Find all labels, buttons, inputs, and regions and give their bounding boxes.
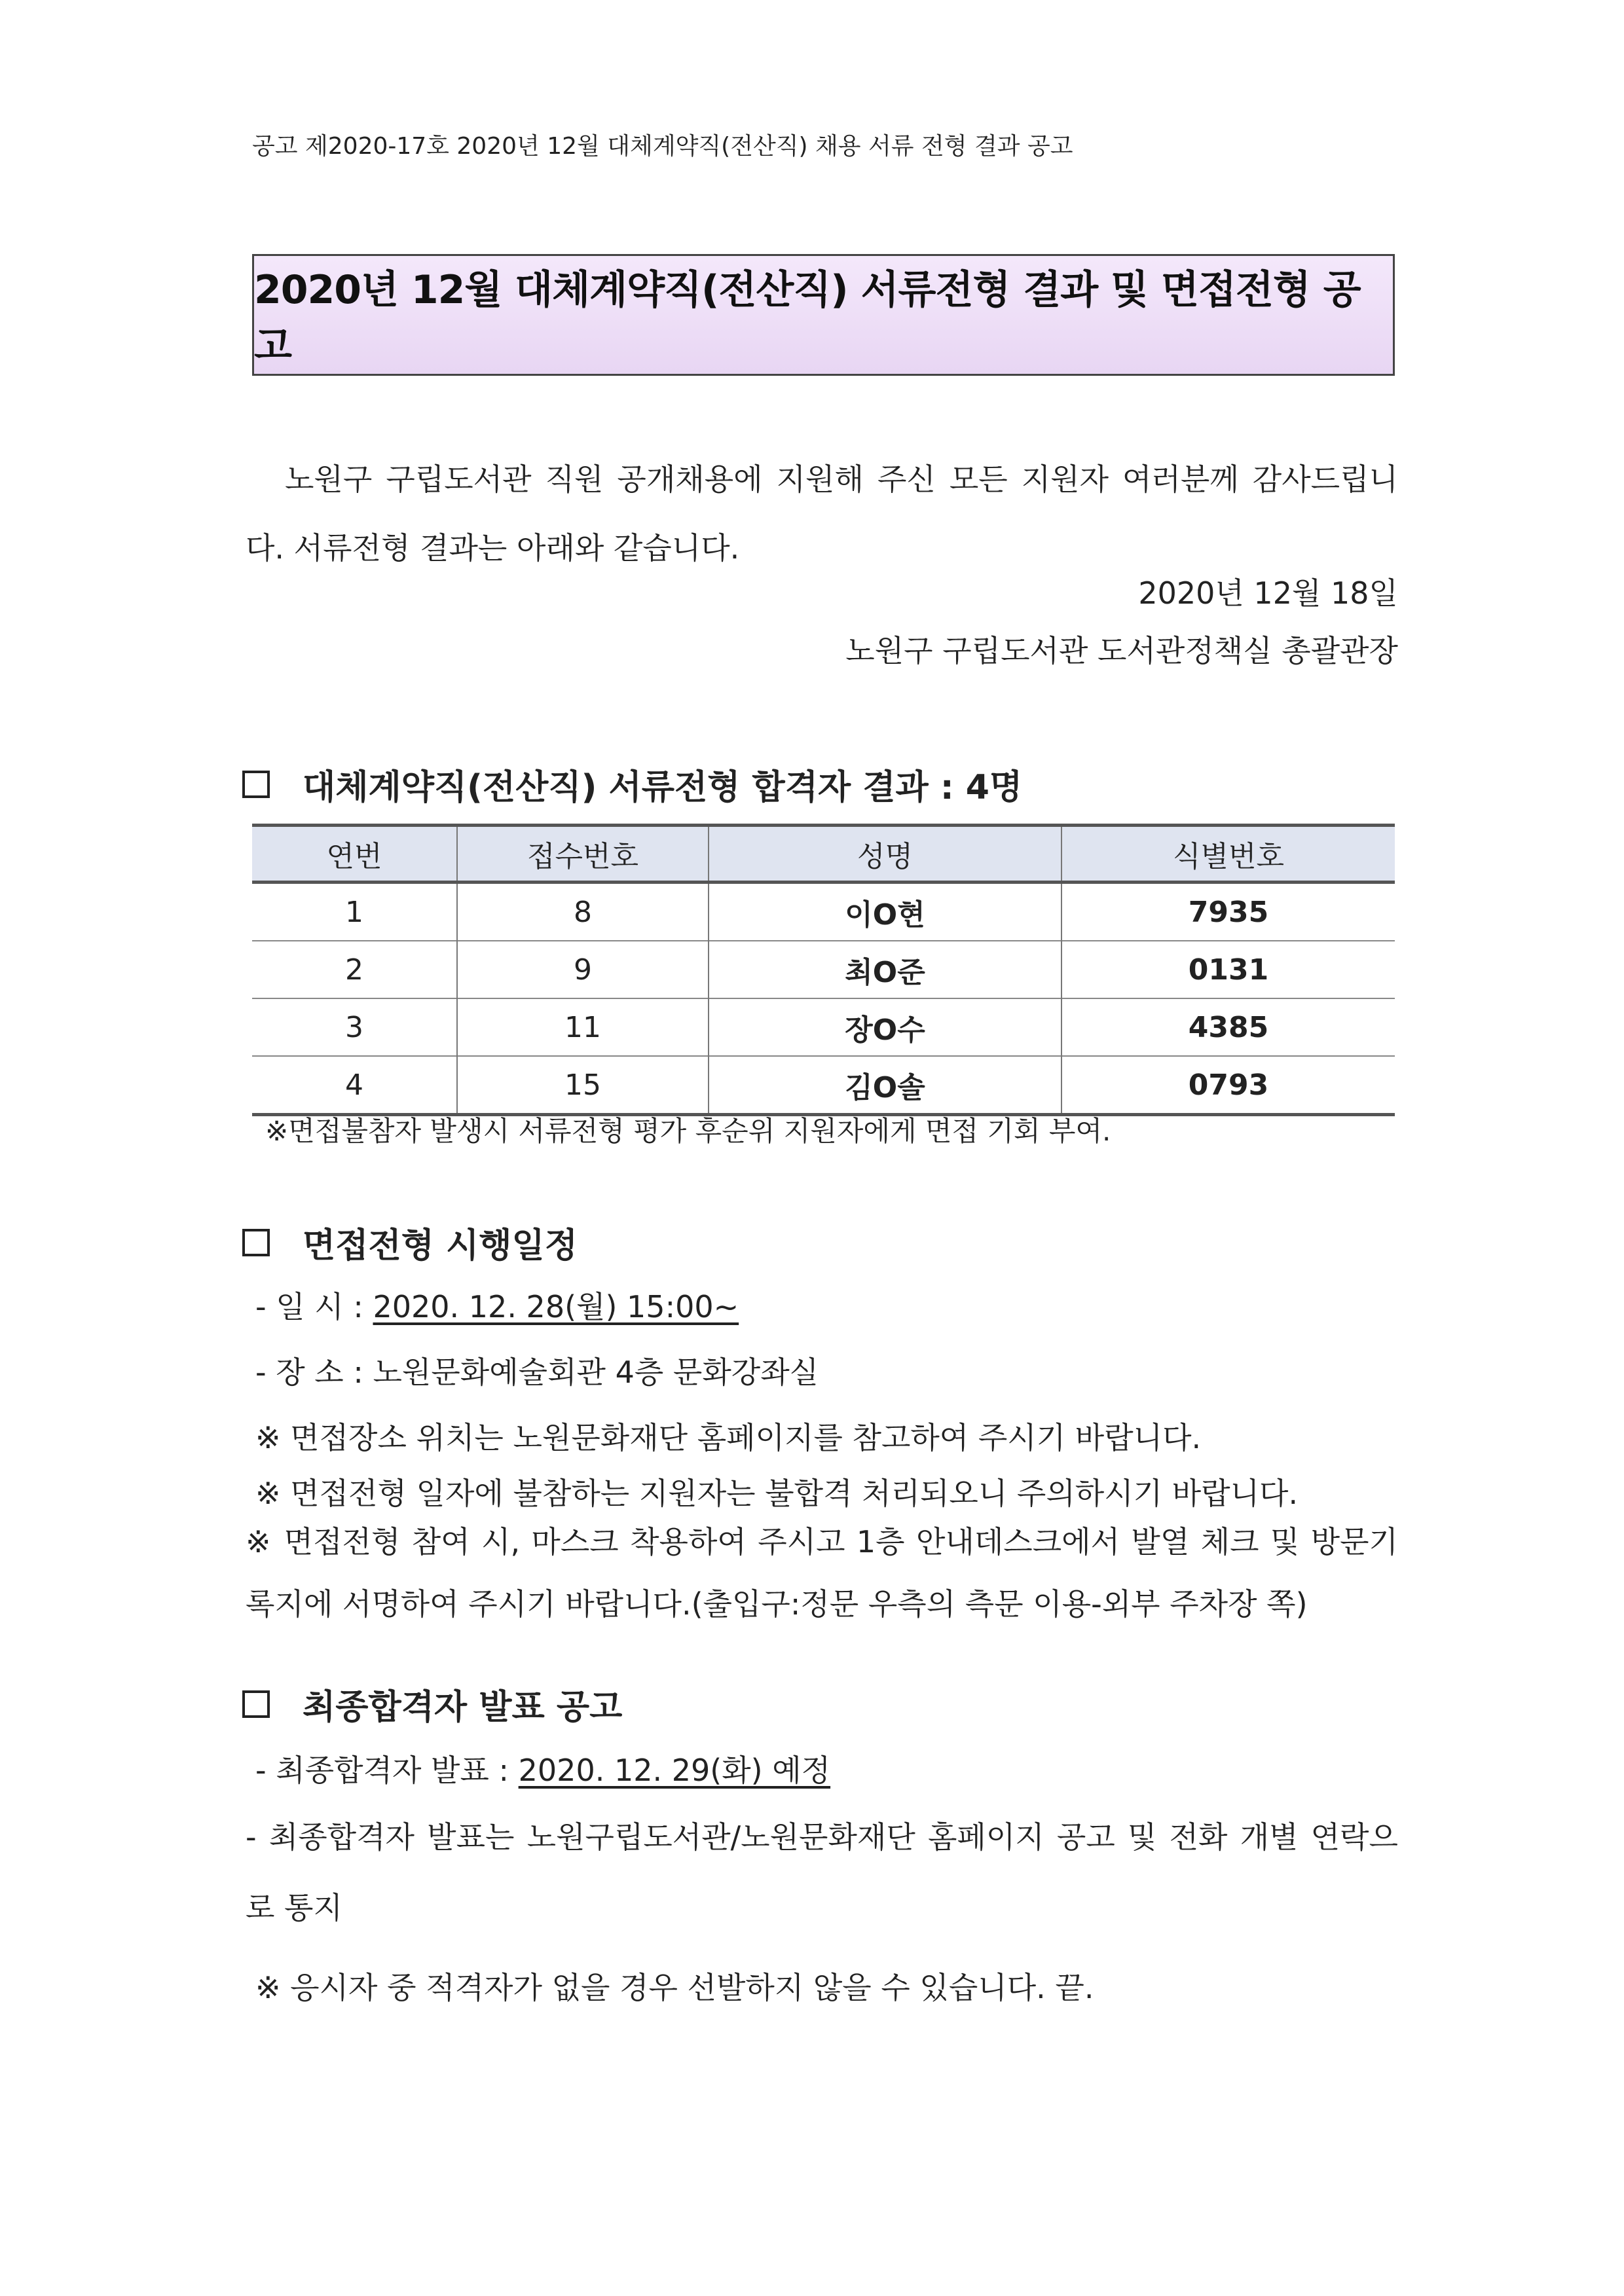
results-table [252,824,1395,1116]
table-header-row [252,826,1395,883]
interview-date-value: 2020. 12. 28(월) 15:00~ [373,1289,739,1324]
closing-note: ※ 응시자 중 적격자가 없을 경우 선발하지 않을 수 있습니다. 끝. [255,1970,1094,2005]
doc-header: 공고 제2020-17호 2020년 12월 대체계약직(전산직) 채용 서류 전형 결과 공고 [252,133,1073,160]
cell-id: 0793 [1061,1056,1395,1115]
interview-note: ※ 면접장소 위치는 노원문화재단 홈페이지를 참고하여 주시기 바랍니다. [255,1420,1202,1455]
section-results-heading [242,759,1022,809]
final-method: - 최종합격자 발표는 노원구립도서관/노원문화재단 홈페이지 공고 및 전화 개별 연락으로 통지 [246,1819,1398,1925]
final-announce-line [255,1747,830,1790]
intro-paragraph [246,445,1398,583]
final-announce-value: 2020. 12. 29(화) 예정 [518,1753,831,1788]
cell-receipt: 11 [457,998,709,1056]
col-header-name: 성명 [709,826,1061,883]
table-row [252,883,1395,941]
cell-name: 김O솔 [709,1056,1061,1115]
cell-receipt: 8 [457,883,709,941]
interview-note: ※ 면접전형 참여 시, 마스크 착용하여 주시고 1층 안내데스크에서 발열 체크 및 방문기록지에 서명하여 주시기 바랍니다.(출입구:정문 우측의 측문 이용-외부 주차장 쪽) [246,1524,1398,1622]
col-header-receipt: 접수번호 [457,826,709,883]
cell-name: 이O현 [709,883,1061,941]
interview-place-label: - 장 소 : [255,1355,373,1390]
intro-text: 노원구 구립도서관 직원 공개채용에 지원해 주신 모든 지원자 여러분께 감사드립니다. 서류전형 결과는 아래와 같습니다. [246,462,1398,566]
title-box [252,254,1395,376]
cell-id: 7935 [1061,883,1395,941]
interview-place-line [255,1349,819,1392]
table-row [252,998,1395,1056]
checkbox-icon [242,1229,270,1256]
cell-receipt: 9 [457,941,709,998]
cell-no: 3 [252,998,457,1056]
section-final-heading [242,1679,622,1728]
signer: 노원구 구립도서관 도서관정책실 총괄관장 [845,633,1398,668]
cell-no: 4 [252,1056,457,1115]
table-row [252,941,1395,998]
cell-name: 최O준 [709,941,1061,998]
final-announce-label: - 최종합격자 발표 : [255,1753,519,1788]
table-row [252,1056,1395,1115]
interview-date-label: - 일 시 : [255,1289,373,1324]
cell-name: 장O수 [709,998,1061,1056]
cell-receipt: 15 [457,1056,709,1115]
section-interview-title: 면접전형 시행일정 [303,1226,578,1266]
page-title: 2020년 12월 대체계약직(전산직) 서류전형 결과 및 면접전형 공고 [254,267,1361,369]
col-header-id: 식별번호 [1061,826,1395,883]
checkbox-icon [242,1690,270,1718]
interview-date-line [255,1283,739,1326]
table-note: ※면접불참자 발생시 서류전형 평가 후순위 지원자에게 면접 기회 부여. [265,1115,1111,1147]
checkbox-icon [242,771,270,798]
cell-no: 1 [252,883,457,941]
notice-date: 2020년 12월 18일 [1138,575,1398,611]
cell-id: 0131 [1061,941,1395,998]
section-interview-heading [242,1218,578,1267]
col-header-no: 연번 [252,826,457,883]
section-final-title: 최종합격자 발표 공고 [303,1688,623,1727]
interview-place-value: 노원문화예술회관 4층 문화강좌실 [373,1355,819,1390]
section-results-title: 대체계약직(전산직) 서류전형 합격자 결과 : 4명 [303,768,1023,807]
cell-id: 4385 [1061,998,1395,1056]
cell-no: 2 [252,941,457,998]
interview-note: ※ 면접전형 일자에 불참하는 지원자는 불합격 처리되오니 주의하시기 바랍니다. [255,1476,1299,1511]
